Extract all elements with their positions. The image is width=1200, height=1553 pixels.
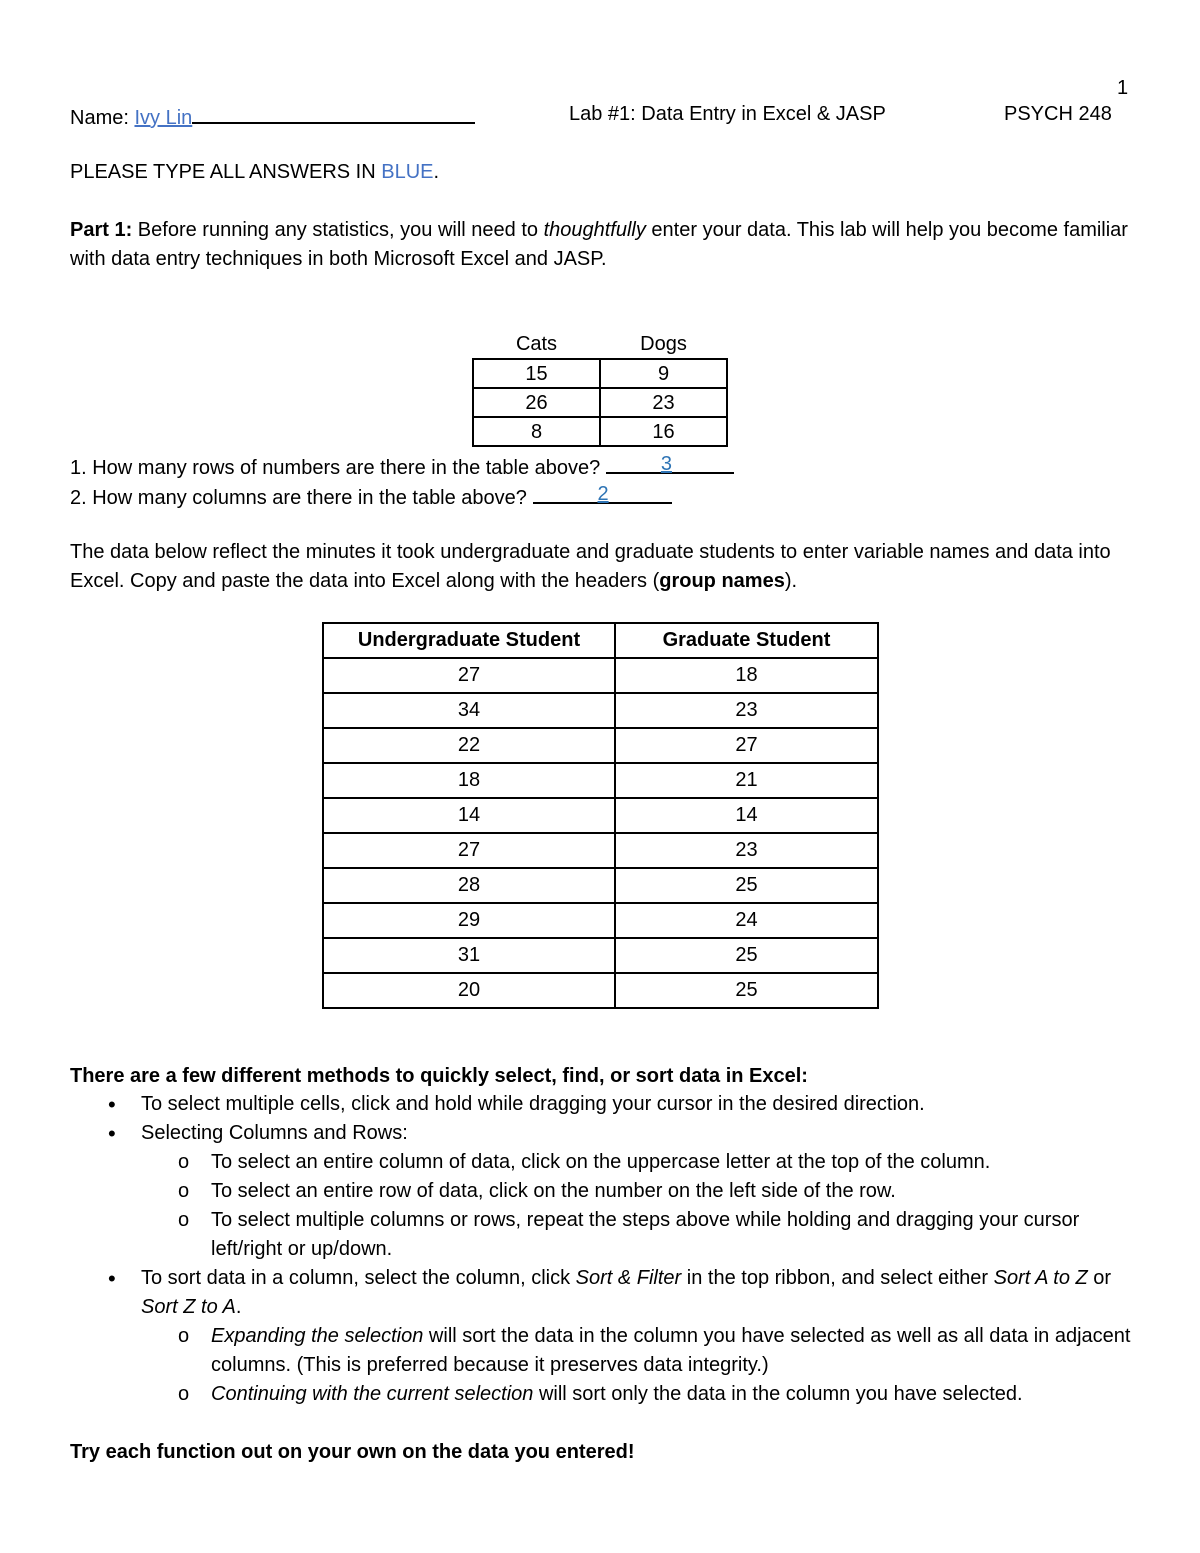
bullet-3-italic-1: Sort & Filter xyxy=(575,1267,682,1289)
lab-title: Lab #1: Data Entry in Excel & JASP xyxy=(569,103,886,125)
sub-bullet-text: To select an entire column of data, click on the uppercase letter at the top of the column. xyxy=(211,1151,991,1173)
name-blank xyxy=(192,100,475,124)
part1-label: Part 1: xyxy=(70,219,133,241)
pets-header-cats: Cats xyxy=(515,333,558,355)
table-cell: 23 xyxy=(615,833,878,868)
table-cell: 18 xyxy=(615,658,878,693)
instruction-suffix: . xyxy=(433,161,440,183)
bullet-3-text-3: or xyxy=(1087,1267,1112,1289)
table-row xyxy=(323,903,878,938)
name-label: Name: xyxy=(70,107,129,129)
sub-bullet-italic: Continuing with the current selection xyxy=(211,1383,534,1405)
sub-bullet-italic: Expanding the selection xyxy=(211,1325,424,1347)
table-row xyxy=(323,763,878,798)
question-1-answer: 3 xyxy=(660,453,672,475)
table-row xyxy=(323,938,878,973)
list-item xyxy=(70,1119,1140,1264)
sub-bullet-text: To select multiple columns or rows, repeat the steps above while holding and dragging your cursor left/right or up/down. xyxy=(211,1209,1080,1260)
bullet-3-text-1: To sort data in a column, select the column, click xyxy=(141,1267,576,1289)
question-1-text: 1. How many rows of numbers are there in the table above? xyxy=(70,457,601,479)
table-row xyxy=(473,359,727,388)
pets-cell: 23 xyxy=(600,388,727,417)
bullet-3-italic-2: Sort A to Z xyxy=(993,1267,1088,1289)
pets-cell: 8 xyxy=(473,417,600,446)
table-cell: 25 xyxy=(615,938,878,973)
closing-line: Try each function out on your own on the data you entered! xyxy=(70,1441,635,1463)
table-cell: 25 xyxy=(615,868,878,903)
question-1 xyxy=(70,450,734,483)
table-cell: 25 xyxy=(615,973,878,1008)
sub-bullet-text: To select an entire row of data, click on the number on the left side of the row. xyxy=(211,1180,896,1202)
table-row xyxy=(323,693,878,728)
pets-cell: 26 xyxy=(473,388,600,417)
methods-heading: There are a few different methods to quickly select, find, or sort data in Excel: xyxy=(70,1065,808,1087)
name-line xyxy=(70,100,475,133)
students-table xyxy=(322,622,879,1009)
pets-cell: 9 xyxy=(600,359,727,388)
table-cell: 28 xyxy=(323,868,615,903)
table-cell: 31 xyxy=(323,938,615,973)
pets-cell: 15 xyxy=(473,359,600,388)
table-cell: 20 xyxy=(323,973,615,1008)
list-item xyxy=(141,1206,1140,1264)
part1-italic: thoughtfully xyxy=(543,219,646,241)
sub-bullet-text: will sort the data in the column you have selected as well as all data in adjacent columns. (This is preferred because it preserves data integrity.) xyxy=(211,1325,1131,1376)
table-cell: 27 xyxy=(323,658,615,693)
table-cell: 18 xyxy=(323,763,615,798)
part1-text-after: enter your data. This lab will help you become familiar with data entry techniques in both Microsoft Excel and JASP. xyxy=(70,219,1128,270)
table-cell: 34 xyxy=(323,693,615,728)
data-intro-text: The data below reflect the minutes it took undergraduate and graduate students to enter variable names and data into Excel. Copy and paste the data into Excel along with the headers ( xyxy=(70,541,1111,592)
pets-cell: 16 xyxy=(600,417,727,446)
table-cell: 24 xyxy=(615,903,878,938)
table-row xyxy=(323,728,878,763)
course-code: PSYCH 248 xyxy=(1004,103,1112,125)
name-value[interactable]: Ivy Lin xyxy=(134,107,193,129)
question-1-answer-blank[interactable] xyxy=(606,450,734,474)
list-item xyxy=(70,1264,1140,1409)
bullet-3-italic-3: Sort Z to A xyxy=(141,1296,236,1318)
list-item xyxy=(141,1148,1140,1177)
bullet-1-text: To select multiple cells, click and hold while dragging your cursor in the desired direction. xyxy=(141,1093,925,1115)
table-cell: 23 xyxy=(615,693,878,728)
table-row xyxy=(473,388,727,417)
data-intro-paragraph xyxy=(70,538,1135,596)
table-cell: 29 xyxy=(323,903,615,938)
table-row xyxy=(323,658,878,693)
pets-table xyxy=(472,330,728,447)
methods-list xyxy=(70,1090,1140,1409)
question-2-answer: 2 xyxy=(597,483,609,505)
data-intro-bold: group names xyxy=(659,570,785,592)
list-item xyxy=(141,1380,1140,1409)
header-undergraduate: Undergraduate Student xyxy=(323,623,615,658)
table-cell: 27 xyxy=(323,833,615,868)
question-2 xyxy=(70,480,672,513)
table-cell: 21 xyxy=(615,763,878,798)
table-row xyxy=(323,868,878,903)
table-row xyxy=(323,973,878,1008)
part1-text-before: Before running any statistics, you will need to xyxy=(132,219,544,241)
header-graduate: Graduate Student xyxy=(615,623,878,658)
bullet-2-text: Selecting Columns and Rows: xyxy=(141,1122,408,1144)
table-cell: 27 xyxy=(615,728,878,763)
list-item xyxy=(70,1090,1140,1119)
instruction-prefix: PLEASE TYPE ALL ANSWERS IN xyxy=(70,161,382,183)
table-cell: 22 xyxy=(323,728,615,763)
question-2-answer-blank[interactable] xyxy=(533,480,672,504)
instruction-blue-word: BLUE xyxy=(381,161,434,183)
instruction-line xyxy=(70,158,439,187)
question-2-text: 2. How many columns are there in the table above? xyxy=(70,487,527,509)
bullet-3-text-4: . xyxy=(235,1296,242,1318)
bullet-3-sublist xyxy=(141,1322,1140,1409)
table-row xyxy=(473,417,727,446)
list-item xyxy=(141,1177,1140,1206)
table-row xyxy=(323,798,878,833)
table-row xyxy=(323,833,878,868)
list-item xyxy=(141,1322,1140,1380)
table-cell: 14 xyxy=(323,798,615,833)
page-number: 1 xyxy=(1117,77,1129,99)
part1-paragraph xyxy=(70,216,1130,274)
data-intro-end: ). xyxy=(784,570,798,592)
pets-header-dogs: Dogs xyxy=(640,333,687,355)
bullet-3-text-2: in the top ribbon, and select either xyxy=(681,1267,994,1289)
bullet-2-sublist xyxy=(141,1148,1140,1264)
table-cell: 14 xyxy=(615,798,878,833)
sub-bullet-text: will sort only the data in the column you have selected. xyxy=(533,1383,1023,1405)
